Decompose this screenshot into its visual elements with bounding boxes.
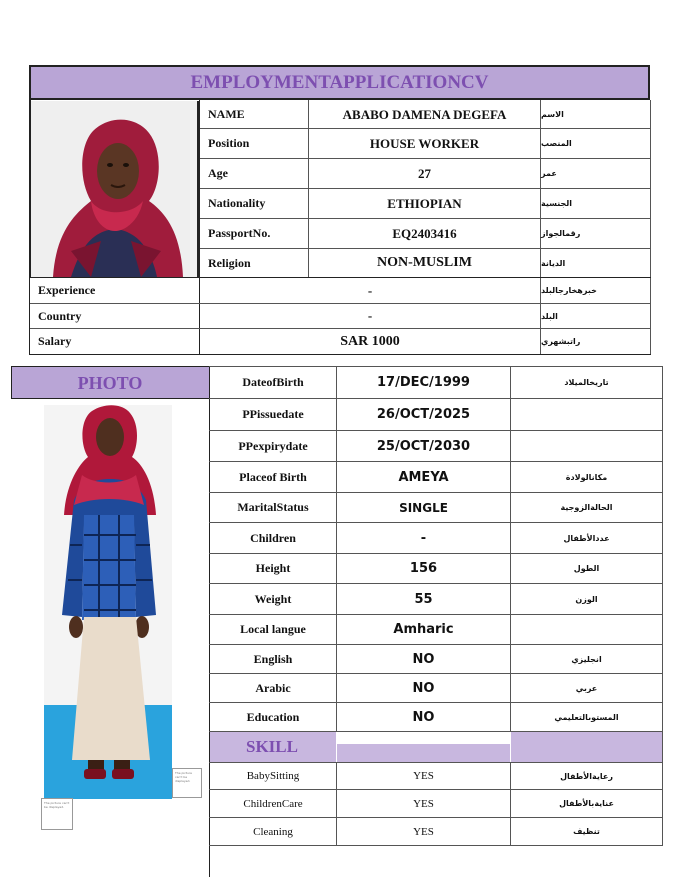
salary-value: SAR 1000 (340, 333, 400, 349)
height-value: 156 (409, 561, 438, 576)
experience-value: - (367, 282, 373, 298)
skill-header-right-bg (511, 732, 662, 762)
age-arabic: عمر (541, 169, 557, 178)
skill-cleaning-value: YES (413, 825, 434, 838)
local-language-arabic (511, 615, 662, 644)
name-arabic: الاسم (541, 110, 564, 119)
pp-expiry-label: PPexpirydate (238, 438, 308, 453)
position-label: Position (208, 136, 250, 150)
english-label: English (253, 651, 293, 666)
children-label: Children (250, 530, 296, 545)
dob-arabic: تاريخالميلاد (564, 378, 609, 387)
dob-value: 17/DEC/1999 (377, 375, 470, 390)
children-value: - (420, 530, 427, 546)
education-arabic: المستوىالتعليمي (554, 712, 619, 722)
skill-header-mid-bar (337, 744, 510, 762)
experience-arabic: خبرهخارجالبلد (541, 286, 597, 295)
weight-label: Weight (254, 591, 292, 606)
skill-babysitting-arabic: رعايةالأطفال (560, 771, 613, 781)
weight-arabic: الوزن (575, 594, 598, 604)
weight-value: 55 (414, 591, 433, 607)
pp-issue-label: PPissuedate (242, 407, 304, 421)
nationality-value: ETHIOPIAN (387, 195, 462, 211)
pp-expiry-value: 25/OCT/2030 (376, 438, 471, 454)
skill-cleaning-arabic: تنظيف (573, 827, 600, 836)
religion-arabic: الديانة (541, 258, 566, 268)
position-value: HOUSE WORKER (369, 135, 480, 151)
religion-value: NON-MUSLIM (377, 255, 472, 270)
education-label: Education (246, 709, 300, 724)
skill-babysitting-label: BabySitting (246, 770, 300, 782)
photo-title: PHOTO (77, 372, 143, 393)
country-value: - (367, 308, 373, 323)
skill-childrencare-value: YES (413, 797, 434, 810)
religion-label: Religion (208, 255, 251, 270)
salary-arabic: راتبشهري (541, 337, 581, 346)
place-of-birth-value: AMEYA (398, 469, 449, 485)
marital-status-value: SINGLE (399, 500, 448, 515)
place-of-birth-label: Placeof Birth (239, 469, 307, 484)
skill-cleaning-label: Cleaning (253, 825, 293, 838)
arabic-arabic: عربي (575, 683, 598, 693)
country-arabic: البلد (541, 311, 558, 321)
salary-label: Salary (38, 334, 72, 348)
position-arabic: المنصب (541, 139, 572, 148)
english-value: NO (412, 651, 435, 667)
arabic-value: NO (412, 680, 435, 696)
pp-issue-value: 26/OCT/2025 (376, 407, 471, 422)
broken-image-placeholder-2 (41, 798, 73, 830)
name-value: ABABO DAMENA DEGEFA (342, 106, 507, 122)
local-language-label: Local langue (240, 622, 306, 636)
age-value: 27 (418, 165, 431, 181)
age-label: Age (208, 166, 228, 180)
full-body-photo-svg (44, 405, 172, 799)
full-body-photo (44, 405, 172, 799)
marital-status-label: MaritalStatus (237, 500, 309, 514)
pp-issue-arabic (511, 399, 662, 430)
nationality-arabic: الجنسية (541, 199, 573, 208)
place-of-birth-arabic: مكانالولادة (565, 472, 608, 482)
education-value: NO (412, 709, 435, 725)
broken-image-text-2: The picture can't be displayed. (44, 801, 70, 809)
passport-value: EQ2403416 (392, 225, 457, 241)
skill-babysitting-value: YES (413, 770, 434, 782)
marital-status-arabic: الحالةالزوجية (560, 503, 613, 512)
nationality-label: Nationality (208, 196, 266, 210)
face-photo-svg (31, 101, 199, 277)
passport-label: PassportNo. (208, 226, 271, 240)
local-language-value: Amharic (393, 622, 454, 637)
height-label: Height (255, 561, 291, 575)
face-photo (31, 101, 199, 277)
height-arabic: الطول (573, 564, 600, 573)
english-arabic: انجليزي (571, 654, 602, 664)
arabic-label: Arabic (255, 680, 291, 695)
skill-childrencare-label: ChildrenCare (243, 797, 303, 810)
children-arabic: عددالأطفال (563, 533, 610, 543)
broken-image-placeholder (172, 768, 202, 798)
cv-title: EMPLOYMENTAPPLICATIONCV (190, 71, 489, 93)
skill-title: SKILL (246, 737, 298, 756)
passport-arabic: رقمالجواز (541, 229, 581, 238)
country-label: Country (38, 308, 82, 323)
pp-expiry-arabic (511, 431, 662, 461)
skill-childrencare-arabic: عنايةبالأطفال (559, 799, 614, 808)
broken-image-text: The picture can't be displayed. (175, 771, 193, 783)
name-label: NAME (208, 107, 245, 121)
experience-label: Experience (38, 283, 96, 297)
dob-label: DateofBirth (242, 375, 304, 389)
